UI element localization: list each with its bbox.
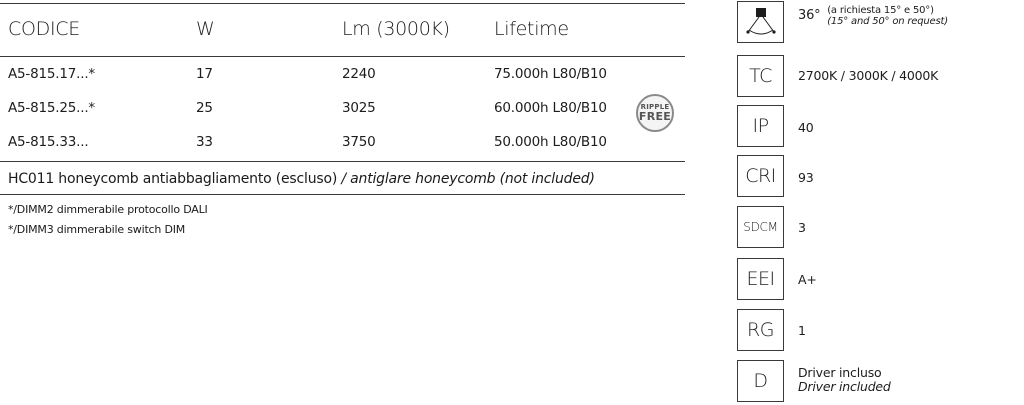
beam-angle-box bbox=[737, 1, 784, 43]
row-code: A5-815.17...* bbox=[8, 66, 95, 82]
beam-angle-icon bbox=[744, 5, 778, 39]
row-code: A5-815.25...* bbox=[8, 100, 95, 116]
ripple-free-badge bbox=[636, 94, 674, 132]
driver-box bbox=[737, 360, 784, 402]
tc-label: TC bbox=[749, 65, 772, 87]
header-rule bbox=[0, 56, 685, 57]
tc-value: 2700K / 3000K / 4000K bbox=[798, 68, 939, 83]
honeycomb-note-italic: / antiglare honeycomb (not included) bbox=[341, 171, 595, 187]
cri-label: CRI bbox=[745, 165, 776, 187]
ripple-free-line1: RIPPLE bbox=[640, 103, 670, 111]
sdcm-label: SDCM bbox=[743, 220, 778, 234]
eei-box bbox=[737, 258, 784, 300]
table-top-rule bbox=[0, 3, 685, 4]
rg-value: 1 bbox=[798, 323, 806, 338]
cri-box bbox=[737, 155, 784, 197]
ip-value: 40 bbox=[798, 120, 814, 135]
rg-box bbox=[737, 309, 784, 351]
header-codice: CODICE bbox=[8, 18, 80, 40]
header-w: W bbox=[196, 18, 215, 40]
tc-box bbox=[737, 55, 784, 97]
cri-value: 93 bbox=[798, 170, 814, 185]
footnote-dimm2: */DIMM2 dimmerabile protocollo DALI bbox=[8, 203, 208, 216]
row-lumen: 3750 bbox=[342, 134, 376, 150]
sdcm-box bbox=[737, 206, 784, 248]
beam-angle-note-en: (15° and 50° on request) bbox=[827, 15, 948, 27]
eei-value: A+ bbox=[798, 272, 817, 287]
row-lumen: 3025 bbox=[342, 100, 376, 116]
row-lumen: 2240 bbox=[342, 66, 376, 82]
ip-box bbox=[737, 105, 784, 147]
ripple-free-line2: FREE bbox=[638, 110, 672, 123]
driver-label: D bbox=[753, 370, 768, 392]
note-rule bbox=[0, 194, 685, 195]
beam-angle-value-group bbox=[798, 5, 948, 27]
header-lm: Lm (3000K) bbox=[342, 18, 450, 40]
beam-angle-note: (a richiesta 15° e 50°) bbox=[827, 5, 934, 16]
eei-label: EEI bbox=[746, 268, 775, 290]
row-lifetime: 50.000h L80/B10 bbox=[494, 134, 607, 150]
honeycomb-note-main: HC011 honeycomb antiabbagliamento (escluso) bbox=[8, 171, 338, 187]
header-lifetime: Lifetime bbox=[494, 18, 569, 40]
sdcm-value: 3 bbox=[798, 220, 806, 235]
row-watt: 33 bbox=[196, 134, 213, 150]
driver-value-en: Driver included bbox=[798, 378, 891, 394]
row-watt: 17 bbox=[196, 66, 213, 82]
row-lifetime: 60.000h L80/B10 bbox=[494, 100, 607, 116]
row-lifetime: 75.000h L80/B10 bbox=[494, 66, 607, 82]
row-code: A5-815.33... bbox=[8, 134, 89, 150]
footnote-dimm3: */DIMM3 dimmerabile switch DIM bbox=[8, 223, 186, 236]
honeycomb-note bbox=[8, 171, 595, 187]
driver-value: Driver incluso bbox=[798, 365, 882, 380]
rg-label: RG bbox=[747, 319, 774, 341]
row-watt: 25 bbox=[196, 100, 213, 116]
ip-label: IP bbox=[752, 115, 769, 137]
rows-rule bbox=[0, 161, 685, 162]
beam-angle-value: 36° bbox=[798, 8, 821, 23]
driver-value-group bbox=[798, 366, 891, 394]
